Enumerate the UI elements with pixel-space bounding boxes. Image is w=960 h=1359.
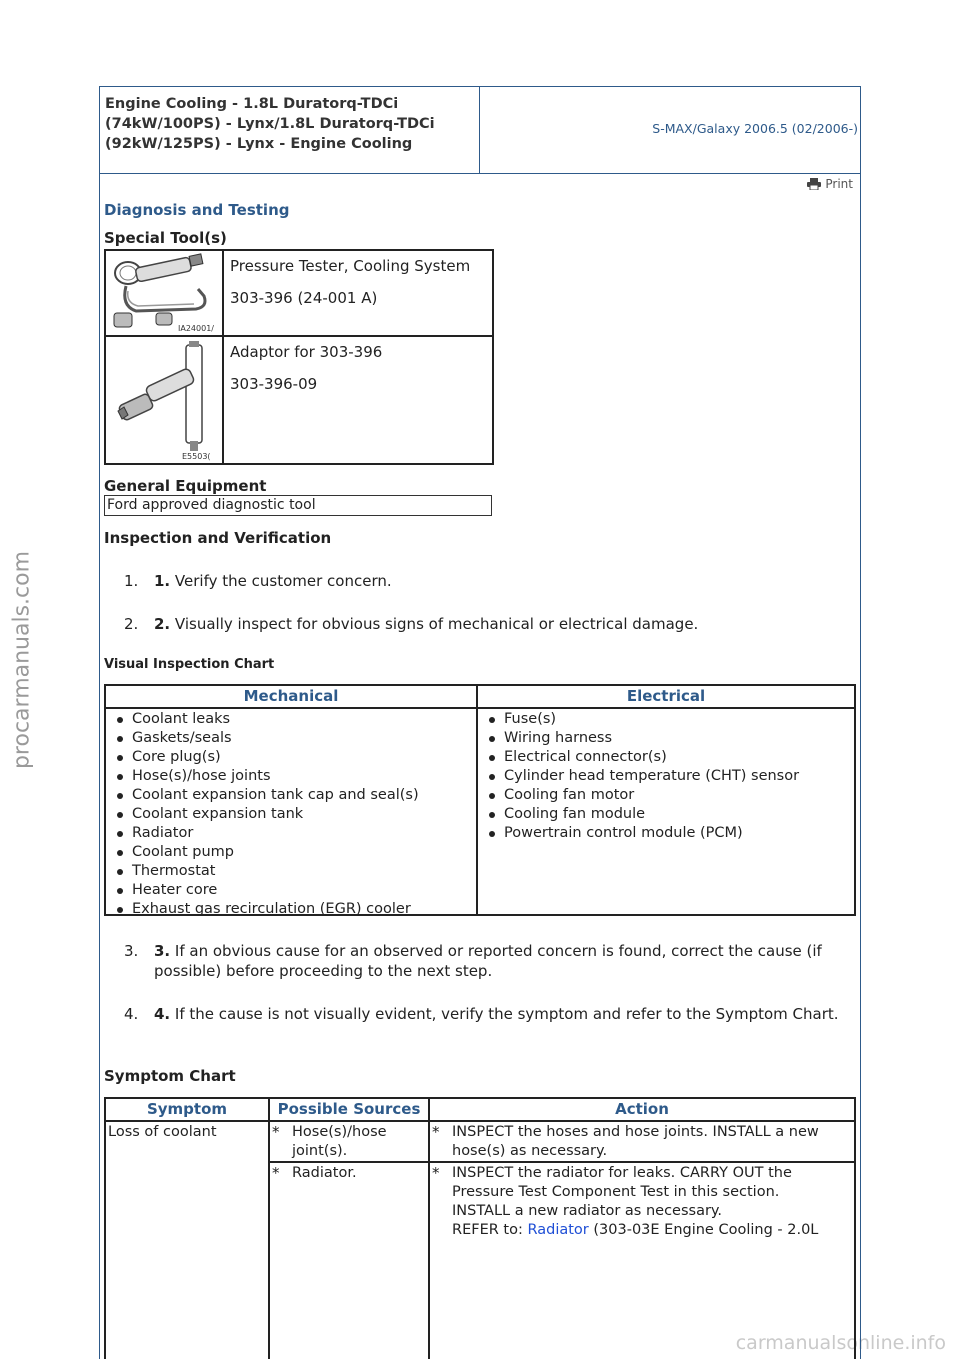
svg-text:IA24001/: IA24001/ [178, 324, 214, 333]
tool-code: 303-396-09 [230, 375, 318, 393]
document-page [99, 86, 861, 1359]
mechanical-item: Radiator [106, 824, 476, 843]
electrical-item: Cooling fan motor [478, 786, 854, 805]
mechanical-header: Mechanical [243, 687, 339, 705]
symptom-chart-title: Symptom Chart [104, 1067, 236, 1085]
general-equipment-title: General Equipment [104, 477, 267, 495]
sources-header: Possible Sources [277, 1100, 421, 1118]
mechanical-item: Coolant expansion tank [106, 805, 476, 824]
print-button[interactable] [807, 177, 853, 191]
step-3: 3. 3. If an obvious cause for an observed or reported concern is found, correct the cause (if possible) before proceeding to the next step. [124, 942, 822, 980]
electrical-header: Electrical [626, 687, 706, 705]
svg-text:E5503(: E5503( [182, 452, 211, 461]
page-title: Engine Cooling - 1.8L Duratorq-TDCi (74kW/100PS) - Lynx/1.8L Duratorq-TDCi (92kW/125PS) - Lynx - Engine Cooling [105, 96, 435, 152]
mechanical-item: Thermostat [106, 862, 476, 881]
mechanical-list [106, 710, 476, 919]
mechanical-item: Gaskets/seals [106, 729, 476, 748]
pressure-tester-image [106, 251, 224, 335]
tool-name: Pressure Tester, Cooling System [230, 257, 471, 275]
electrical-list [478, 710, 854, 843]
tool-row [106, 337, 492, 463]
bottom-watermark: carmanualsonline.info [735, 1332, 946, 1354]
electrical-item: Cylinder head temperature (CHT) sensor [478, 767, 854, 786]
model-info: S-MAX/Galaxy 2006.5 (02/2006-) [652, 121, 858, 136]
mechanical-item: Core plug(s) [106, 748, 476, 767]
special-tools-title: Special Tool(s) [104, 229, 227, 247]
visual-inspection-table [104, 684, 856, 916]
mechanical-item: Exhaust gas recirculation (EGR) cooler [106, 900, 476, 919]
symptom-table [104, 1097, 856, 1359]
step-2: 2. 2. Visually inspect for obvious signs of mechanical or electrical damage. [124, 615, 699, 633]
action-cell: * INSPECT the radiator for leaks. CARRY OUT the Pressure Test Component Test in this section. INSTALL a new radiator as necessary. REFER to: Radiator (303-03E Engine Cooling - 2.0L [432, 1164, 819, 1238]
step-4: 4. 4. If the cause is not visually evident, verify the symptom and refer to the Symptom Chart. [124, 1005, 839, 1023]
mechanical-item: Hose(s)/hose joints [106, 767, 476, 786]
inspection-title: Inspection and Verification [104, 529, 332, 547]
section-title: Diagnosis and Testing [104, 201, 290, 219]
adaptor-image [106, 337, 224, 463]
action-cell: * INSPECT the hoses and hose joints. INSTALL a new hose(s) as necessary. [432, 1123, 819, 1159]
tool-name: Adaptor for 303-396 [230, 343, 383, 361]
tool-code: 303-396 (24-001 A) [230, 289, 378, 307]
electrical-item: Wiring harness [478, 729, 854, 748]
visual-chart-title: Visual Inspection Chart [104, 657, 275, 672]
action-header: Action [615, 1100, 669, 1118]
electrical-item: Fuse(s) [478, 710, 854, 729]
radiator-link[interactable]: Radiator [527, 1222, 589, 1238]
document-header [100, 87, 860, 174]
tool-row [106, 251, 492, 337]
symptom-header: Symptom [146, 1100, 228, 1118]
side-watermark: procarmanuals.com [9, 550, 35, 770]
mechanical-item: Coolant expansion tank cap and seal(s) [106, 786, 476, 805]
electrical-item: Electrical connector(s) [478, 748, 854, 767]
mechanical-item: Coolant leaks [106, 710, 476, 729]
printer-icon [807, 178, 821, 190]
electrical-item: Powertrain control module (PCM) [478, 824, 854, 843]
mechanical-item: Heater core [106, 881, 476, 900]
mechanical-item: Coolant pump [106, 843, 476, 862]
symptom-cell: Loss of coolant [108, 1124, 217, 1140]
general-equipment-item: Ford approved diagnostic tool [104, 495, 492, 516]
source-cell: * Hose(s)/hose joint(s). [272, 1123, 387, 1159]
source-cell: * Radiator. [272, 1164, 357, 1182]
electrical-item: Cooling fan module [478, 805, 854, 824]
step-1: 1. 1. Verify the customer concern. [124, 572, 392, 590]
special-tools-table [104, 249, 494, 465]
print-label: Print [825, 177, 853, 191]
